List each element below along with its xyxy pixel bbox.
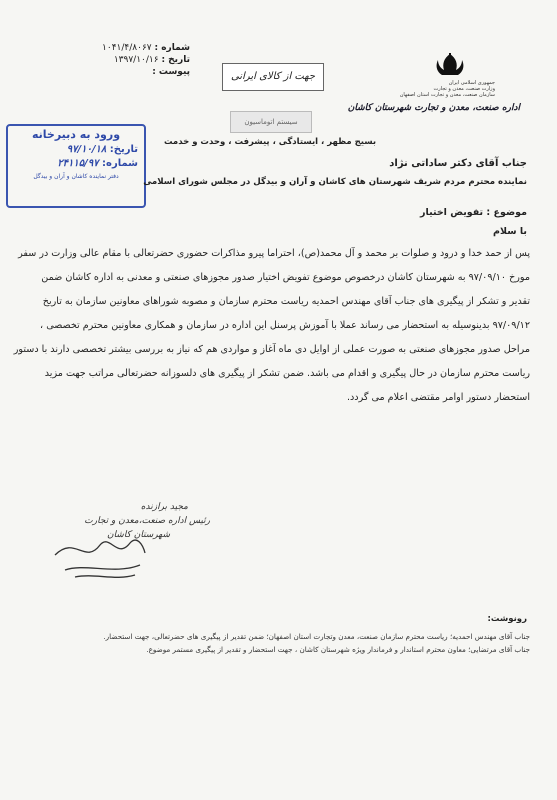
date-label: تاریخ : xyxy=(161,55,190,65)
subject-line: موضوع : تفویض اختیار xyxy=(420,207,527,218)
body-line: مراحل صدور مجوزهای صنعتی به صورت عملی از اوایل دی ماه آغاز و مواردی هم که نیاز به بررسی بیشتر تخصصی دارند با دستور xyxy=(13,344,530,355)
signature-mark xyxy=(45,515,155,585)
calligraphy-text: جهت از کالای ایرانی xyxy=(230,71,316,82)
stamp-number-value: ۲۴۱۱۵/۹۷ xyxy=(57,158,99,169)
number-label: شماره : xyxy=(154,43,190,53)
signer-title-1: رئیس اداره صنعت،معدن و تجارت xyxy=(84,516,210,526)
org-line-3: سازمان صنعت، معدن و تجارت استان اصفهان xyxy=(399,92,495,98)
body-line: پس از حمد خدا و درود و صلوات بر محمد و آل محمد(ص)، احتراما پیرو مذاکرات حضوری حضرتعالی با مقام عالی وزارت در سفر xyxy=(18,248,530,259)
signer-title-2: شهرستان کاشان xyxy=(106,530,170,540)
attachment-label: پیوست : xyxy=(152,67,190,77)
stamp-date-label: تاریخ: xyxy=(109,144,138,155)
number-value: ۱۰۴۱/۴/۸۰۶۷ xyxy=(102,43,152,53)
org-header xyxy=(395,80,495,98)
letter-body xyxy=(13,248,530,404)
cc-line: جناب آقای مرتضایی؛ معاون محترم استاندار و فرماندار ویژه شهرستان کاشان ، جهت استحضار و تقدیر از پیگیری مستمر موضوع. xyxy=(146,645,530,654)
body-line: مورخ ۹۷/۰۹/۱۰ به شهرستان کاشان درخصوص موضوع تفویض اختیار صدور مجوزهای صنعتی و معدنی به اداره کاشان ضمن xyxy=(41,272,530,283)
signer-name: مجید برازنده xyxy=(140,502,188,512)
body-line: تقدیر و تشکر از پیگیری های جناب آقای مهندس احمدیه ریاست محترم سازمان و مصوبه شوراهای معاونین سازمان به تاریخ xyxy=(42,296,530,307)
stamp-title: ورود به دبیرخانه xyxy=(31,128,121,141)
cc-list xyxy=(20,630,530,656)
automation-seal xyxy=(230,111,312,133)
body-line: استحضار دستور اوامر مقتضی اعلام می گردد. xyxy=(346,392,530,403)
date-value: ۱۳۹۷/۱۰/۱۶ xyxy=(113,55,159,65)
stamp-date-value: ۹۷/۱۰/۱۸ xyxy=(66,144,107,155)
cc-line: جناب آقای مهندس احمدیه؛ ریاست محترم سازمان صنعت، معدن وتجارت استان اصفهان؛ ضمن تقدیر از پیگیری های حضرتعالی، جهت استحضار. xyxy=(103,632,530,641)
stamp-number-label: شماره: xyxy=(102,158,138,169)
motto: بسیج مظهر ، ایستادگی ، پیشرفت ، وحدت و خدمت xyxy=(163,137,377,147)
org-line-1: جمهوری اسلامی ایران xyxy=(448,80,495,86)
seal-text: سیستم اتوماسیون xyxy=(244,118,298,126)
org-line-2: وزارت صنعت، معدن و تجارت xyxy=(433,86,495,92)
body-line: ۹۷/۰۹/۱۲ بدینوسیله به استحضار می رساند عملا با آموزش پرسنل این اداره در سازمان و همکاری معاونین محترم تخصصی ، xyxy=(40,320,530,331)
letter-meta xyxy=(40,42,190,78)
calligraphy-box xyxy=(222,63,324,91)
stamp-footer: دفتر نماینده کاشان و آران و بیدگل xyxy=(33,173,119,180)
registry-stamp xyxy=(6,124,146,208)
cc-label: رونوشت: xyxy=(487,614,527,624)
body-line: ریاست محترم سازمان در حال پیگیری و اقدام می باشد. ضمن تشکر از پیگیری های دلسوزانه حضرتعالی مراتب جهت مزید xyxy=(44,368,530,379)
org-name: اداره صنعت، معدن و تجارت شهرستان کاشان xyxy=(347,103,520,113)
recipient-name: جناب آقای دکتر ساداتی نژاد xyxy=(389,158,527,169)
recipient-title: نماینده محترم مردم شریف شهرستان های کاشان و آران و بیدگل در مجلس شورای اسلامی xyxy=(143,177,527,187)
iran-emblem-icon xyxy=(428,50,472,80)
greeting: با سلام xyxy=(493,226,527,237)
